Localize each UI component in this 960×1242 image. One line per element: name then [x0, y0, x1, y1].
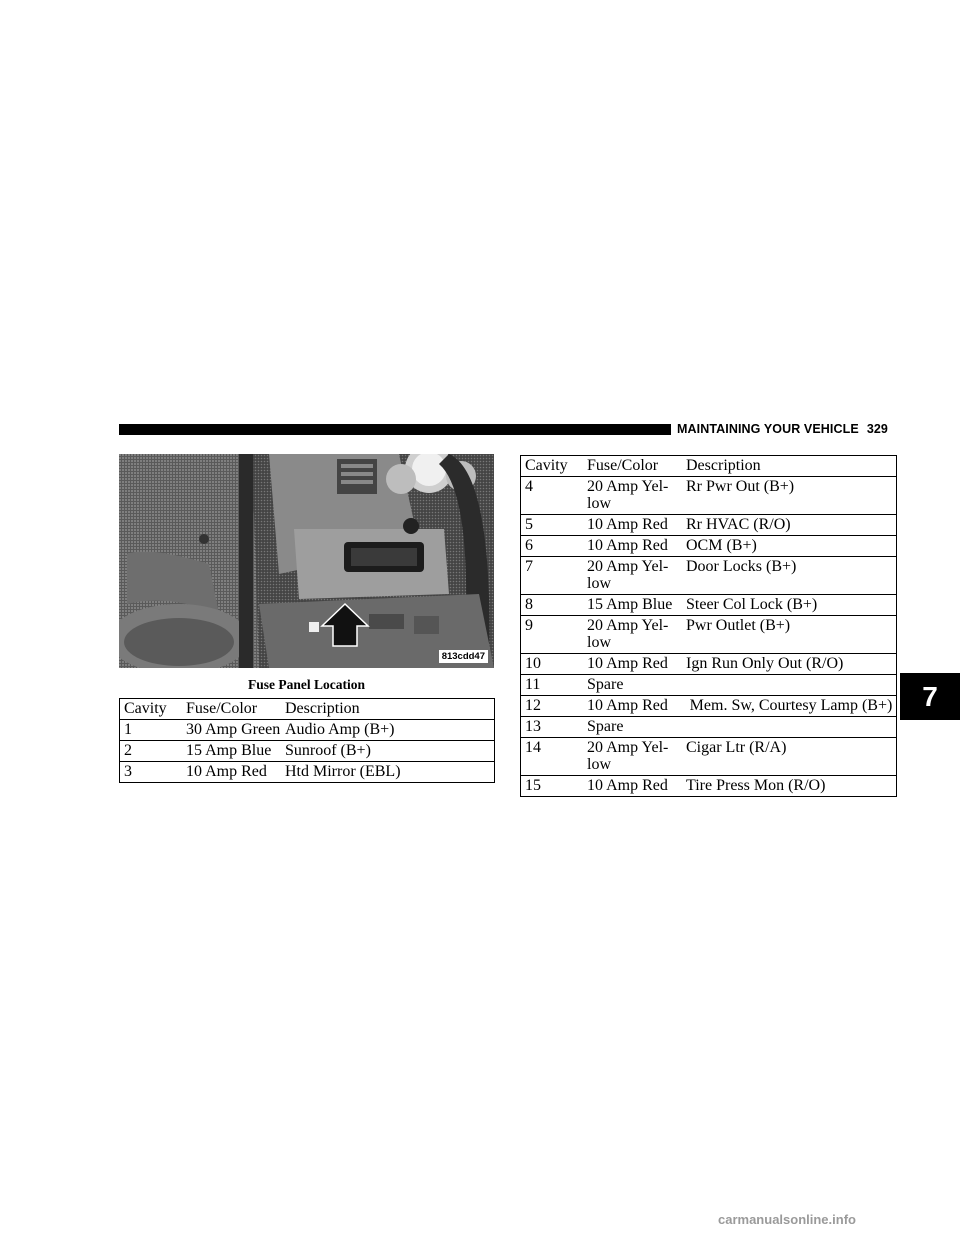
table-row — [521, 717, 897, 738]
fuse-table-right — [520, 455, 897, 797]
description-cell — [682, 717, 897, 738]
table-row — [521, 616, 897, 654]
column-header: Fuse/Color — [583, 456, 682, 477]
table-row — [521, 515, 897, 536]
description-cell: Ign Run Only Out (R/O) — [682, 654, 897, 675]
fuse-color-cell: 20 Amp Yel- low — [583, 477, 682, 515]
cavity-cell: 15 — [521, 776, 584, 797]
table-row — [521, 738, 897, 776]
cavity-cell: 6 — [521, 536, 584, 557]
cavity-cell: 13 — [521, 717, 584, 738]
description-cell: Tire Press Mon (R/O) — [682, 776, 897, 797]
fuse-table-left — [119, 698, 495, 783]
cavity-cell: 2 — [120, 741, 183, 762]
table-row — [521, 536, 897, 557]
fuse-color-cell: 30 Amp Green — [182, 720, 281, 741]
cavity-cell: 11 — [521, 675, 584, 696]
table-row — [521, 654, 897, 675]
column-header: Description — [281, 699, 495, 720]
fuse-color-cell: 10 Amp Red — [583, 515, 682, 536]
fuse-color-cell: 10 Amp Red — [583, 776, 682, 797]
fuse-color-cell: 20 Amp Yel- low — [583, 616, 682, 654]
cavity-cell: 1 — [120, 720, 183, 741]
dashboard-illustration — [119, 454, 494, 668]
cavity-cell: 3 — [120, 762, 183, 783]
column-header: Cavity — [521, 456, 584, 477]
description-cell — [682, 675, 897, 696]
fuse-color-cell: 10 Amp Red — [583, 536, 682, 557]
description-cell: Sunroof (B+) — [281, 741, 495, 762]
fuse-color-cell: 20 Amp Yel- low — [583, 738, 682, 776]
table-row — [120, 762, 495, 783]
table-row — [521, 776, 897, 797]
cavity-cell: 8 — [521, 595, 584, 616]
fuse-color-cell: 15 Amp Blue — [583, 595, 682, 616]
chapter-tab: 7 — [900, 673, 960, 720]
description-cell: Steer Col Lock (B+) — [682, 595, 897, 616]
column-header: Description — [682, 456, 897, 477]
cavity-cell: 12 — [521, 696, 584, 717]
table-row — [521, 557, 897, 595]
column-header: Fuse/Color — [182, 699, 281, 720]
table-row — [120, 720, 495, 741]
description-cell: Rr HVAC (R/O) — [682, 515, 897, 536]
running-header — [677, 422, 888, 436]
description-cell: Mem. Sw, Courtesy Lamp (B+) — [682, 696, 897, 717]
fuse-color-cell: 10 Amp Red — [182, 762, 281, 783]
figure-caption: Fuse Panel Location — [248, 677, 365, 692]
table-header-row — [120, 699, 495, 720]
column-header: Cavity — [120, 699, 183, 720]
description-cell: OCM (B+) — [682, 536, 897, 557]
cavity-cell: 10 — [521, 654, 584, 675]
description-cell: Door Locks (B+) — [682, 557, 897, 595]
section-title: MAINTAINING YOUR VEHICLE — [677, 422, 859, 436]
fuse-color-cell: 10 Amp Red — [583, 696, 682, 717]
fuse-color-cell: Spare — [583, 675, 682, 696]
cavity-cell: 7 — [521, 557, 584, 595]
table-row — [521, 675, 897, 696]
page-number: 329 — [866, 422, 888, 436]
description-cell: Cigar Ltr (R/A) — [682, 738, 897, 776]
header-rule — [119, 424, 671, 435]
description-cell: Audio Amp (B+) — [281, 720, 495, 741]
cavity-cell: 14 — [521, 738, 584, 776]
fuse-color-cell: 10 Amp Red — [583, 654, 682, 675]
fuse-color-cell: Spare — [583, 717, 682, 738]
fuse-panel-photo — [119, 454, 494, 668]
description-cell: Rr Pwr Out (B+) — [682, 477, 897, 515]
cavity-cell: 4 — [521, 477, 584, 515]
figure-id-label: 813cdd47 — [439, 650, 488, 663]
fuse-color-cell: 15 Amp Blue — [182, 741, 281, 762]
table-row — [521, 595, 897, 616]
table-header-row — [521, 456, 897, 477]
cavity-cell: 5 — [521, 515, 584, 536]
table-row — [521, 696, 897, 717]
table-row — [521, 477, 897, 515]
cavity-cell: 9 — [521, 616, 584, 654]
description-cell: Pwr Outlet (B+) — [682, 616, 897, 654]
watermark: carmanualsonline.info — [718, 1212, 856, 1227]
fuse-color-cell: 20 Amp Yel- low — [583, 557, 682, 595]
description-cell: Htd Mirror (EBL) — [281, 762, 495, 783]
table-row — [120, 741, 495, 762]
